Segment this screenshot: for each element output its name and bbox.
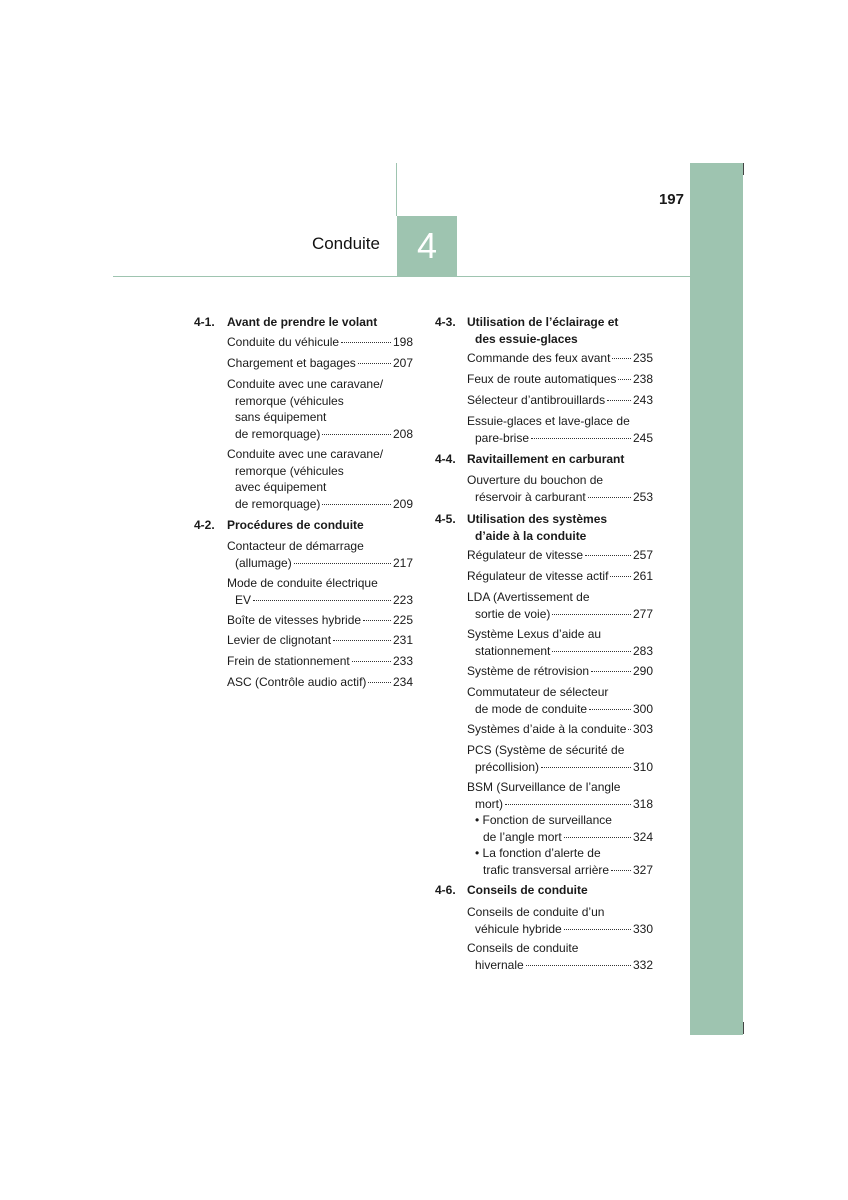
toc-entry[interactable]: Conduite du véhicule 198 — [227, 335, 413, 349]
toc-entry[interactable]: Systèmes d’aide à la conduite 303 — [467, 722, 653, 736]
section-title: Utilisation de l’éclairage et des essuie-glaces — [467, 315, 619, 346]
toc-entry[interactable]: Sélecteur d’antibrouillards 243 — [467, 393, 653, 407]
section-title: Utilisation des systèmes d’aide à la conduite — [467, 512, 608, 543]
toc-entry[interactable]: PCS (Système de sécurité de précollision) 310 — [467, 743, 653, 774]
toc-entry[interactable]: Système de rétrovision 290 — [467, 664, 653, 678]
toc-entry[interactable]: Contacteur de démarrage (allumage) 217 — [227, 539, 413, 570]
toc-entry[interactable]: LDA (Avertissement de sortie de voie) 277 — [467, 590, 653, 621]
toc-subentry[interactable]: • La fonction d’alerte de trafic transversal arrière 327 — [475, 846, 653, 877]
toc-entry[interactable]: Frein de stationnement 233 — [227, 654, 413, 668]
toc-entry[interactable]: Commutateur de sélecteur de mode de conduite 300 — [467, 685, 653, 716]
toc-entry[interactable]: Conduite avec une caravane/ remorque (véhicules avec équipement de remorquage) 209 — [227, 447, 413, 511]
section-number: 4-5. — [435, 512, 456, 526]
toc-entry[interactable]: Système Lexus d’aide au stationnement 283 — [467, 627, 653, 658]
toc-entry[interactable]: Commande des feux avant 235 — [467, 351, 653, 365]
section-title: Avant de prendre le volant — [227, 315, 378, 329]
divider — [113, 276, 691, 277]
section-number: 4-1. — [194, 315, 215, 329]
crop-mark — [743, 1022, 744, 1034]
chapter-title: Conduite — [311, 234, 380, 253]
toc-entry[interactable]: ASC (Contrôle audio actif) 234 — [227, 675, 413, 689]
toc-entry[interactable]: Ouverture du bouchon de réservoir à carburant 253 — [467, 473, 653, 504]
section-number: 4-6. — [435, 883, 456, 897]
toc-entry[interactable]: BSM (Surveillance de l’angle mort) 318 — [467, 780, 653, 811]
toc-subentry[interactable]: • Fonction de surveillance de l’angle mort 324 — [475, 813, 653, 844]
section-number: 4-2. — [194, 518, 215, 532]
toc-entry[interactable]: Régulateur de vitesse 257 — [467, 548, 653, 562]
section-title: Ravitaillement en carburant — [467, 452, 625, 466]
section-number: 4-4. — [435, 452, 456, 466]
toc-entry[interactable]: Mode de conduite électrique EV 223 — [227, 576, 413, 607]
toc-entry[interactable]: Conseils de conduite d’un véhicule hybride 330 — [467, 905, 653, 936]
toc-entry[interactable]: Conseils de conduite hivernale 332 — [467, 941, 653, 972]
divider — [396, 163, 397, 216]
section-title: Procédures de conduite — [227, 518, 364, 532]
crop-mark — [743, 163, 744, 175]
page-number: 197 — [658, 191, 684, 208]
chapter-side-tab — [690, 163, 743, 1035]
toc-entry[interactable]: Feux de route automatiques 238 — [467, 372, 653, 386]
section-number: 4-3. — [435, 315, 456, 329]
section-title: Conseils de conduite — [467, 883, 588, 897]
toc-entry[interactable]: Régulateur de vitesse actif 261 — [467, 569, 653, 583]
toc-entry[interactable]: Chargement et bagages 207 — [227, 356, 413, 370]
chapter-number: 4 — [397, 216, 457, 276]
toc-entry[interactable]: Conduite avec une caravane/ remorque (véhicules sans équipement de remorquage) 208 — [227, 377, 413, 441]
toc-entry[interactable]: Levier de clignotant 231 — [227, 633, 413, 647]
toc-entry[interactable]: Boîte de vitesses hybride 225 — [227, 613, 413, 627]
toc-entry[interactable]: Essuie-glaces et lave-glace de pare-brise 245 — [467, 414, 653, 445]
